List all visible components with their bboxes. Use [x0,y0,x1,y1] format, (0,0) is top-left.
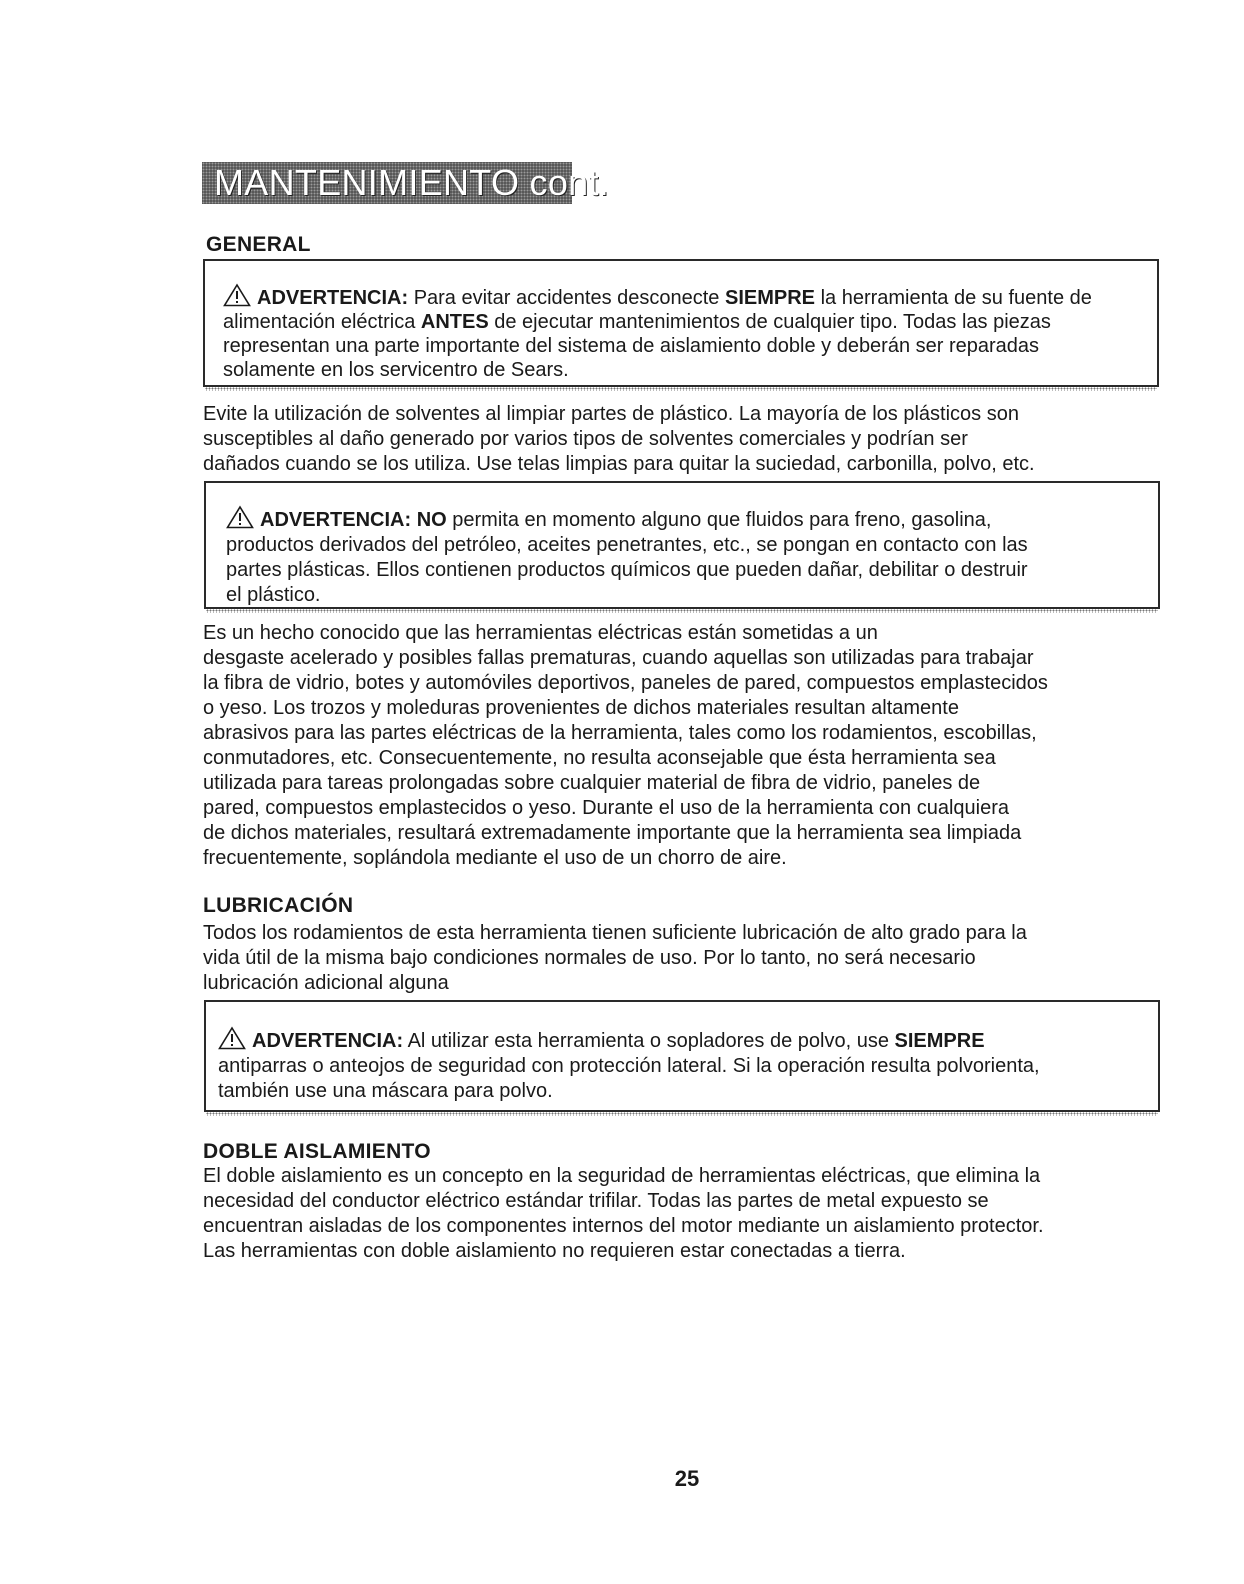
page-number: 25 [674,1466,700,1491]
paragraph-lubrication [203,921,1027,996]
warning-text-segment: permita en momento alguno que fluidos para freno, gasolina, [452,509,992,531]
warning-triangle-icon [223,283,251,307]
text-line: Todos los rodamientos de esta herramienta tienen suficiente lubricación de alto grado para la [203,922,1027,944]
text-line: Las herramientas con doble aislamiento no requieren estar conectadas a tierra. [203,1240,906,1262]
warning-text-segment: alimentación eléctrica [223,311,416,333]
text-line: conmutadores, etc. Consecuentemente, no resulta aconsejable que ésta herramienta sea [203,747,996,769]
text-line: El doble aislamiento es un concepto en la seguridad de herramientas eléctricas, que elimina la [203,1165,1041,1187]
warning-box-disconnect [203,259,1159,387]
text-line: utilizada para tareas prolongadas sobre cualquier material de fibra de vidrio, paneles de [203,772,981,794]
paragraph-fiberglass [203,621,1048,871]
text-line: desgaste acelerado y posibles fallas prematuras, cuando aquellas son utilizadas para trabajar [203,647,1034,669]
warning-text [218,1026,1040,1104]
text-line: la fibra de vidrio, botes y automóviles deportivos, paneles de pared, compuestos emplastecidos [203,672,1048,694]
emphasis-antes: ANTES [420,311,489,333]
warning-label: ADVERTENCIA: [260,509,412,531]
warning-text [226,505,1028,608]
warning-text [223,283,1092,382]
warning-text-segment: la herramienta de su fuente de [820,287,1092,309]
warning-box-fluids [204,481,1160,609]
warning-line: productos derivados del petróleo, aceites penetrantes, etc., se pongan en contacto con las [226,534,1028,556]
banner-title: MANTENIMIENTO cont. [214,162,610,203]
warning-label: ADVERTENCIA: [257,287,409,309]
section-banner [202,162,610,204]
warning-line: antiparras o anteojos de seguridad con protección lateral. Si la operación resulta polvorienta, [218,1055,1040,1077]
warning-text-segment: de ejecutar mantenimientos de cualquier tipo. Todas las piezas [494,311,1051,333]
emphasis-no: NO [416,509,447,531]
text-line: Evite la utilización de solventes al limpiar partes de plástico. La mayoría de los plásticos son [203,403,1019,425]
paragraph-double-insulation [203,1164,1044,1264]
text-line: abrasivos para las partes eléctricas de la herramienta, tales como los rodamientos, escobillas, [203,722,1037,744]
warning-line: partes plásticas. Ellos contienen productos químicos que pueden dañar, debilitar o destruir [226,559,1028,581]
warning-triangle-icon [218,1026,246,1050]
text-line: frecuentemente, soplándola mediante el uso de un chorro de aire. [203,847,787,869]
text-line: necesidad del conductor eléctrico estándar trifilar. Todas las partes de metal expuesto se [203,1190,989,1212]
text-line: susceptibles al daño generado por varios tipos de solventes comerciales y podrían ser [203,428,968,450]
warning-text-segment: Al utilizar esta herramienta o sopladores de polvo, use [407,1030,889,1052]
text-line: vida útil de la misma bajo condiciones normales de uso. Por lo tanto, no será necesario [203,947,976,969]
emphasis-siempre: SIEMPRE [724,287,816,309]
heading-doble-aislamiento: DOBLE AISLAMIENTO [203,1140,431,1163]
paragraph-solvents [203,402,1035,477]
text-line: dañados cuando se los utiliza. Use telas limpias para quitar la suciedad, carbonilla, polvo, etc. [203,453,1035,475]
text-line: o yeso. Los trozos y moleduras provenientes de dichos materiales resultan altamente [203,697,959,719]
warning-line: representan una parte importante del sistema de aislamiento doble y deberán ser reparadas [223,335,1040,357]
text-line: de dichos materiales, resultará extremadamente importante que la herramienta sea limpiada [203,822,1022,844]
warning-line: también use una máscara para polvo. [218,1080,553,1102]
text-line: pared, compuestos emplastecidos o yeso. Durante el uso de la herramienta con cualquiera [203,797,1010,819]
text-line: lubricación adicional alguna [203,972,449,994]
heading-general: GENERAL [206,233,311,256]
emphasis-siempre: SIEMPRE [894,1030,985,1052]
warning-box-eye-protection [204,1000,1160,1112]
warning-triangle-icon [226,505,254,529]
text-line: encuentran aisladas de los componentes internos del motor mediante un aislamiento protector. [203,1215,1044,1237]
heading-lubricacion: LUBRICACIÓN [203,894,354,917]
warning-label: ADVERTENCIA: [252,1030,404,1052]
warning-text-segment: Para evitar accidentes desconecte [413,287,720,309]
warning-line: el plástico. [226,584,321,606]
warning-line: solamente en los servicentro de Sears. [223,359,569,381]
text-line: Es un hecho conocido que las herramientas eléctricas están sometidas a un [203,622,878,644]
